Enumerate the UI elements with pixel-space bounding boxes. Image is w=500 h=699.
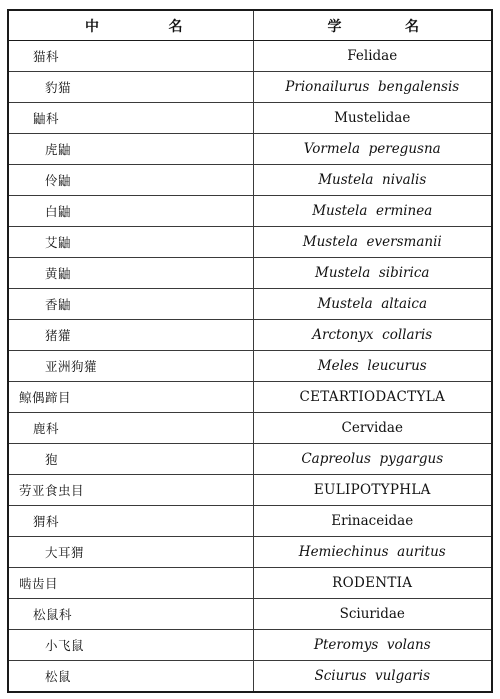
table-row xyxy=(8,413,492,444)
chinese-name-cell: 艾鼬 xyxy=(8,227,253,258)
scientific-name-cell: Arctonyx collaris xyxy=(253,320,492,351)
table-row xyxy=(8,351,492,382)
chinese-name-cell: 鲸偶蹄目 xyxy=(8,382,253,413)
scientific-name-cell: Sciuridae xyxy=(253,599,492,630)
scientific-name-cell: Hemiechinus auritus xyxy=(253,537,492,568)
scientific-name-cell: RODENTIA xyxy=(253,568,492,599)
chinese-name-header-char: 名 xyxy=(168,18,183,35)
scientific-name-cell: Erinaceidae xyxy=(253,506,492,537)
chinese-name-cell: 狍 xyxy=(8,444,253,475)
species-name-table xyxy=(7,9,493,693)
table-row xyxy=(8,72,492,103)
scientific-name-cell: Mustela sibirica xyxy=(253,258,492,289)
scientific-name-cell: Vormela peregusna xyxy=(253,134,492,165)
chinese-name-cell: 香鼬 xyxy=(8,289,253,320)
chinese-name-cell: 伶鼬 xyxy=(8,165,253,196)
chinese-name-cell: 猪獾 xyxy=(8,320,253,351)
chinese-name-cell: 豹猫 xyxy=(8,72,253,103)
table-row xyxy=(8,444,492,475)
scientific-name-cell: Capreolus pygargus xyxy=(253,444,492,475)
scientific-name-cell: CETARTIODACTYLA xyxy=(253,382,492,413)
chinese-name-cell: 劳亚食虫目 xyxy=(8,475,253,506)
chinese-name-header xyxy=(8,10,253,41)
scientific-name-cell: EULIPOTYPHLA xyxy=(253,475,492,506)
chinese-name-cell: 黄鼬 xyxy=(8,258,253,289)
scientific-name-cell: Meles leucurus xyxy=(253,351,492,382)
table-row xyxy=(8,103,492,134)
chinese-name-cell: 鼬科 xyxy=(8,103,253,134)
chinese-name-cell: 松鼠 xyxy=(8,661,253,693)
chinese-name-cell: 大耳猬 xyxy=(8,537,253,568)
chinese-name-cell: 猬科 xyxy=(8,506,253,537)
table-row xyxy=(8,630,492,661)
scientific-name-cell: Mustela eversmanii xyxy=(253,227,492,258)
table-row xyxy=(8,258,492,289)
scientific-name-cell: Cervidae xyxy=(253,413,492,444)
table-row xyxy=(8,506,492,537)
chinese-name-cell: 白鼬 xyxy=(8,196,253,227)
chinese-name-cell: 亚洲狗獾 xyxy=(8,351,253,382)
chinese-name-cell: 鹿科 xyxy=(8,413,253,444)
chinese-name-cell: 猫科 xyxy=(8,41,253,72)
table-row xyxy=(8,227,492,258)
scientific-name-cell: Pteromys volans xyxy=(253,630,492,661)
chinese-name-cell: 虎鼬 xyxy=(8,134,253,165)
table-row xyxy=(8,475,492,506)
table-row xyxy=(8,382,492,413)
table-row xyxy=(8,320,492,351)
table-row xyxy=(8,134,492,165)
table-row xyxy=(8,537,492,568)
table-header-row xyxy=(8,10,492,41)
scientific-name-cell: Sciurus vulgaris xyxy=(253,661,492,693)
scientific-name-cell: Mustela nivalis xyxy=(253,165,492,196)
scientific-name-cell: Mustela altaica xyxy=(253,289,492,320)
table-row xyxy=(8,196,492,227)
table-row xyxy=(8,599,492,630)
table-row xyxy=(8,568,492,599)
scientific-name-header-char: 学 xyxy=(327,18,342,35)
chinese-name-cell: 松鼠科 xyxy=(8,599,253,630)
scientific-name-header-char: 名 xyxy=(405,18,419,35)
scientific-name-cell: Mustelidae xyxy=(253,103,492,134)
chinese-name-cell: 小飞鼠 xyxy=(8,630,253,661)
table-row xyxy=(8,289,492,320)
chinese-name-cell: 啮齿目 xyxy=(8,568,253,599)
scientific-name-cell: Felidae xyxy=(253,41,492,72)
table-row xyxy=(8,165,492,196)
table-row xyxy=(8,41,492,72)
scientific-name-header xyxy=(253,10,492,41)
chinese-name-header-char: 中 xyxy=(85,18,99,35)
scientific-name-cell: Mustela erminea xyxy=(253,196,492,227)
table-row xyxy=(8,661,492,693)
scientific-name-cell: Prionailurus bengalensis xyxy=(253,72,492,103)
table-body xyxy=(8,41,492,693)
